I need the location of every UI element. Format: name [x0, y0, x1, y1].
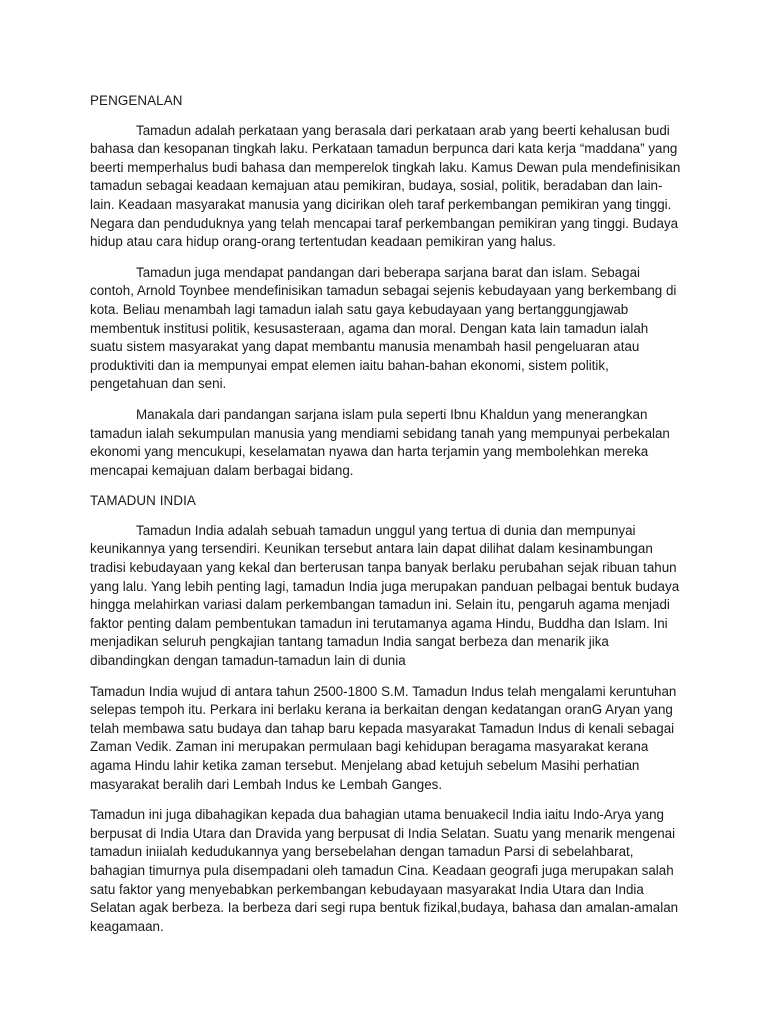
paragraph: Tamadun India adalah sebuah tamadun unggul yang tertua di dunia dan mempunyai keunikannya yang tersendiri. Keunikan tersebut antara lain dapat dilihat dalam kesinambungan tradisi kebudayaan yang kekal dan berterusan tanpa banyak berlaku perubahan sejak ribuan tahun yang lalu. Yang lebih penting lagi, tamadun India juga merupakan panduan pelbagai bentuk budaya hingga melahirkan variasi dalam perkembangan tamadun ini. Selain itu, pengaruh agama menjadi faktor penting dalam pembentukan tamadun ini terutamanya agama Hindu, Buddha dan Islam. Ini menjadikan seluruh pengkajian tantang tamadun India sangat berbeza dan menarik jika dibandingkan dengan tamadun-tamadun lain di dunia — [90, 522, 680, 669]
section-pengenalan — [90, 92, 682, 480]
section-tamadun-india — [90, 492, 682, 936]
section-heading: TAMADUN INDIA — [90, 493, 196, 509]
section-heading: PENGENALAN — [90, 93, 183, 108]
paragraph: Tamadun juga mendapat pandangan dari beberapa sarjana barat dan islam. Sebagai contoh, Arnold Toynbee mendefinisikan tamadun sebagai sejenis kebudayaan yang berkembang di kota. Beliau menambah lagi tamadun ialah satu gaya kebudayaan yang bertanggungjawab membentuk institusi politik, kesusasteraan, agama dan moral. Dengan kata lain tamadun ialah suatu sistem masyarakat yang dapat membantu manusia menambah hasil pengeluaran atau produktiviti dan ia mempunyai empat elemen iaitu bahan-bahan ekonomi, sistem politik, pengetahuan dan seni. — [90, 264, 677, 392]
paragraph: Tamadun India wujud di antara tahun 2500-1800 S.M. Tamadun Indus telah mengalami keruntuhan selepas tempoh itu. Perkara ini berlaku kerana ia berkaitan dengan kedatangan oranG Aryan yang telah membawa satu budaya dan tahap baru kepada masyarakat Tamadun Indus di kenali sebagai Zaman Vedik. Zaman ini merupakan permulaan bagi kehidupan beragama masyarakat kerana agama Hindu lahir ketika zaman tersebut. Menjelang abad ketujuh sebelum Masihi perhatian masyarakat beralih dari Lembah Indus ke Lembah Ganges. — [90, 683, 677, 792]
paragraph: Tamadun adalah perkataan yang berasala dari perkataan arab yang beerti kehalusan budi bahasa dan kesopanan tingkah laku. Perkataan tamadun berpunca dari kata kerja “maddana” yang beerti memperhalus budi bahasa dan memperelok tingkah laku. Kamus Dewan pula mendefinisikan tamadun sebagai keadaan kemajuan atau pemikiran, budaya, sosial, politik, beradaban dan lain-lain. Keadaan masyarakat manusia yang dicirikan oleh taraf perkembangan pemikiran yang tinggi. Negara dan penduduknya yang telah mencapai taraf perkembangan pemikiran yang tinggi. Budaya hidup atau cara hidup orang-orang tertentudan keadaan pemikiran yang halus. — [90, 122, 681, 250]
paragraph: Manakala dari pandangan sarjana islam pula seperti Ibnu Khaldun yang menerangkan tamadun ialah sekumpulan manusia yang mendiami sebidang tanah yang mempunyai perbekalan ekonomi yang mencukupi, keselamatan nyawa dan harta terjamin yang membolehkan mereka mencapai kemajuan dalam berbagai bidang. — [90, 406, 670, 478]
paragraph: Tamadun ini juga dibahagikan kepada dua bahagian utama benuakecil India iaitu Indo-Arya yang berpusat di India Utara dan Dravida yang berpusat di India Selatan. Suatu yang menarik mengenai tamadun iniialah kedudukannya yang bersebelahan dengan tamadun Parsi di sebelahbarat, bahagian timurnya pula disempadani oleh tamadun Cina. Keadaan geografi juga merupakan salah satu faktor yang menyebabkan perkembangan kebudayaan masyarakat India Utara dan India Selatan agak berbeza. Ia berbeza dari segi rupa bentuk fizikal,budaya, bahasa dan amalan-amalan keagamaan. — [90, 807, 679, 934]
